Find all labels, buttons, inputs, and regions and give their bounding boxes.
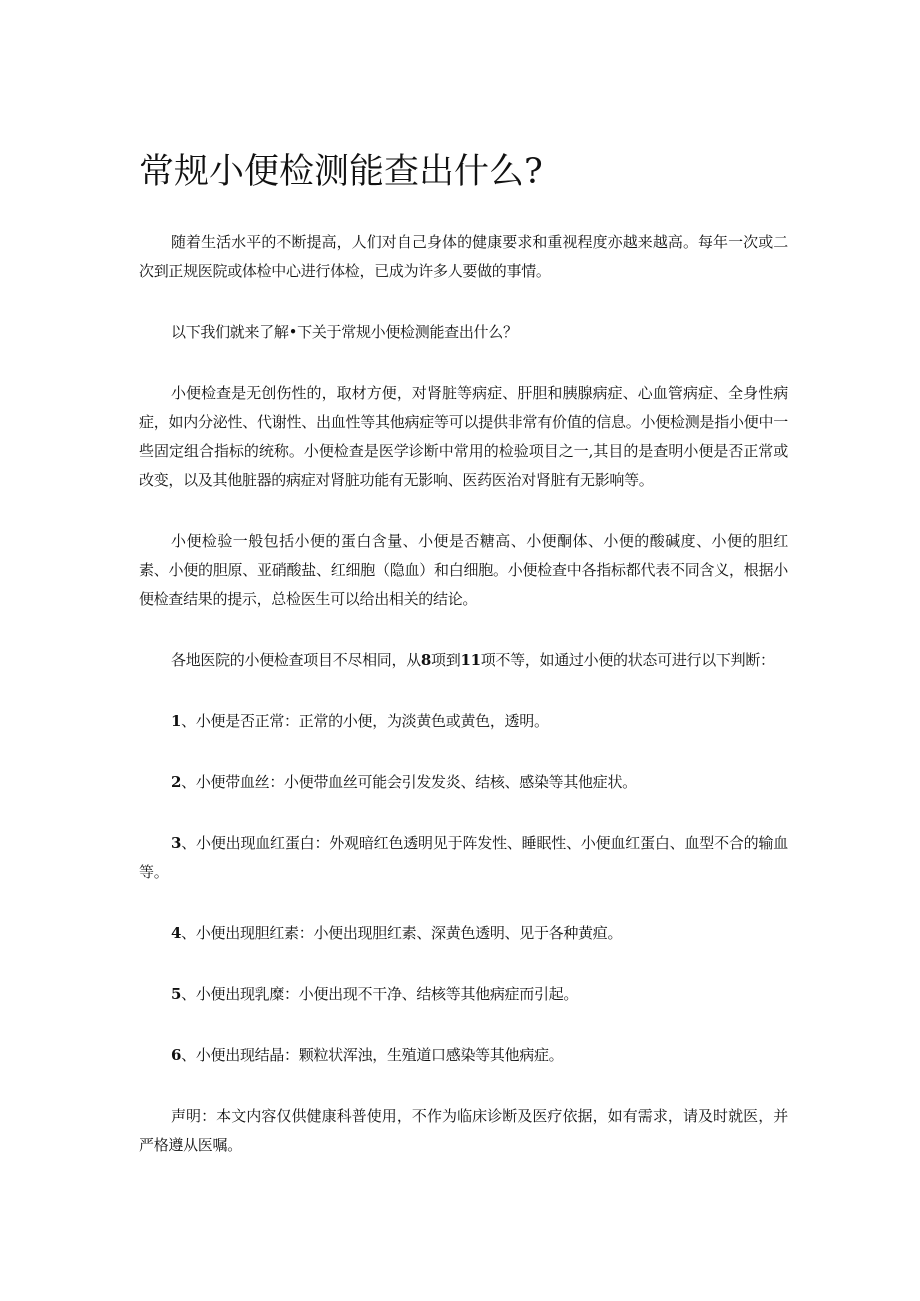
list-item-text: 、小便出现结晶：颗粒状浑浊，生殖道口感染等其他病症。 [181, 1046, 564, 1064]
list-item-text: 、小便出现乳糜：小便出现不干净、结核等其他病症而引起。 [181, 985, 579, 1003]
intro-paragraph-3: 小便检查是无创伤性的，取材方便，对肾脏等病症、肝胆和胰腺病症、心血管病症、全身性病症，如内分泌性、代谢性、出血性等其他病症等可以提供非常有价值的信息。小便检测是指小便中一些固定组合指标的统称。小便检查是医学诊断中常用的检验项目之一,其目的是查明小便是否正常或改变，以及其他脏器的病症对肾脏功能有无影响、医药医治对肾脏有无影响等。 [139, 384, 788, 489]
list-item [139, 980, 788, 1009]
list-item-number: 3 [171, 834, 182, 852]
range-text-before: 各地医院的小便检查项目不尽相同，从 [171, 651, 421, 669]
document-body [139, 228, 788, 1160]
list-item [139, 768, 788, 797]
list-item-number: 2 [171, 773, 182, 791]
intro-paragraph-4: 小便检验一般包括小便的蛋白含量、小便是否糖高、小便酮体、小便的酸碱度、小便的胆红素、小便的胆原、亚硝酸盐、红细胞（隐血）和白细胞。小便检查中各指标都代表不同含义，根据小便检查结果的提示，总检医生可以给出相关的结论。 [139, 532, 788, 608]
document-title: 常规小便检测能查出什么? [139, 152, 543, 192]
list-item-number: 6 [171, 1046, 182, 1064]
list-item-number: 4 [171, 924, 182, 942]
list-item-text: 、小便是否正常：正常的小便，为淡黄色或黄色，透明。 [181, 712, 549, 730]
disclaimer-paragraph: 声明：本文内容仅供健康科普使用，不作为临床诊断及医疗依据，如有需求，请及时就医，并严格遵从医嘱。 [139, 1107, 788, 1154]
list-item-text: 、小便出现血红蛋白：外观暗红色透明见于阵发性、睡眠性、小便血红蛋白、血型不合的输血等。 [139, 834, 788, 881]
list-item [139, 829, 788, 887]
intro-paragraph-1: 随着生活水平的不断提高，人们对自己身体的健康要求和重视程度亦越来越高。每年一次或二次到正规医院或体检中心进行体检，已成为许多人要做的事情。 [139, 233, 788, 280]
range-number-max: 11 [460, 651, 481, 669]
list-item [139, 707, 788, 736]
list-item-number: 5 [171, 985, 182, 1003]
list-item [139, 919, 788, 948]
list-item-number: 1 [171, 712, 182, 730]
list-item-text: 、小便出现胆红素：小便出现胆红素、深黄色透明、见于各种黄疸。 [181, 924, 623, 942]
range-text-middle: 项到 [431, 651, 461, 669]
list-item-text: 、小便带血丝：小便带血丝可能会引发发炎、结核、感染等其他症状。 [181, 773, 637, 791]
range-number-min: 8 [420, 651, 432, 669]
range-text-after: 项不等，如通过小便的状态可进行以下判断： [480, 651, 775, 669]
intro-paragraph-2: 以下我们就来了解•下关于常规小便检测能查出什么？ [171, 323, 518, 341]
range-paragraph [139, 646, 788, 675]
list-item [139, 1041, 788, 1070]
